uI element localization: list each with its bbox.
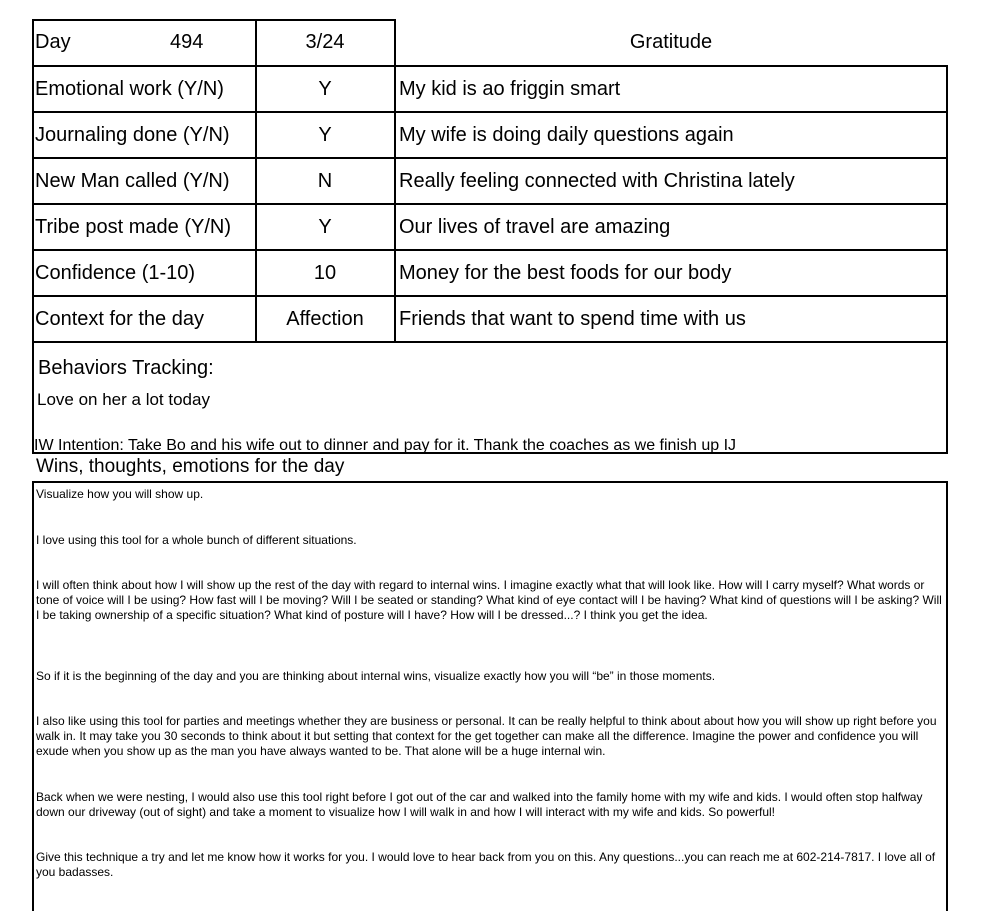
row-label: Emotional work (Y/N) [35,77,224,100]
row-value: 10 [313,261,337,284]
row-label: Tribe post made (Y/N) [35,215,231,238]
row-label: Journaling done (Y/N) [35,123,230,146]
gratitude-item: Our lives of travel are amazing [399,215,671,238]
behaviors-note: Love on her a lot today [37,390,210,409]
tracker-row [32,112,948,158]
wins-paragraph: Back when we were nesting, I would also use this tool right before I got out of the car and walked into the family home with my wife and kids. I would often stop halfway down our driveway (out of sight) and take a moment to visualize how I will walk in and how I will interact with my wife and kids. So powerful! [36,790,923,819]
wins-paragraph: So if it is the beginning of the day and you are thinking about internal wins, visualize exactly how you will “be” in those moments. [36,669,716,683]
wins-title: Wins, thoughts, emotions for the day [36,456,345,477]
date-value: 3/24 [305,31,345,53]
wins-paragraph: I will often think about how I will show up the rest of the day with regard to internal wins. I imagine exactly what that will look like. How will I carry myself? What words or tone of voice will I be using? How fast will I be moving? Will I be seated or standing? What kind of eye contact will I be having? What kind of questions will I be asking? Will I be taking ownership of a specific situation? What kind of posture will I have? How will I be dressed...? I think you get the idea. [36,578,942,622]
gratitude-header: Gratitude [629,31,713,53]
gratitude-item: Money for the best foods for our body [399,261,732,284]
row-value: Y [318,215,332,238]
wins-box-left [32,481,34,911]
gratitude-item: Really feeling connected with Christina lately [399,169,795,192]
wins-paragraph: I love using this tool for a whole bunch of different situations. [36,533,357,547]
wins-box-right [946,481,948,911]
iw-intention: IW Intention: Take Bo and his wife out to dinner and pay for it. Thank the coaches as we finish up IJ [34,437,737,454]
wins-paragraph: I also like using this tool for parties and meetings whether they are business or personal. It can be really helpful to think about about how you will show up right before you walk in. It may take you 30 seconds to think about it but setting that context for the get together can make all the difference. Imagine the power and confidence you will exude when you show up as the man you have always wanted to be. That alone will be a huge internal win. [36,714,937,758]
row-value: N [317,169,333,192]
wins-box-top [32,481,948,483]
gratitude-item: Friends that want to spend time with us [399,307,746,330]
row-value: Affection [286,307,364,330]
gratitude-item: My wife is doing daily questions again [399,123,734,146]
header-row [32,19,948,66]
day-number: 494 [170,31,204,53]
behaviors-title: Behaviors Tracking: [38,357,214,379]
day-label: Day [35,31,71,53]
gratitude-item: My kid is ao friggin smart [399,77,621,100]
tracker-row [32,296,948,342]
wins-paragraph: Give this technique a try and let me know how it works for you. I would love to hear back from you on this. Any questions...you can reach me at 602-214-7817. I love all of you badasses. [36,850,936,879]
row-label: Context for the day [35,307,204,330]
row-label: Confidence (1-10) [35,261,196,284]
tracker-row [32,250,948,296]
row-value: Y [318,77,332,100]
wins-paragraph: Visualize how you will show up. [36,487,204,501]
tracker-row [32,204,948,250]
tracker-row [32,158,948,204]
tracker-row [32,66,948,112]
row-value: Y [318,123,332,146]
row-label: New Man called (Y/N) [35,169,230,192]
